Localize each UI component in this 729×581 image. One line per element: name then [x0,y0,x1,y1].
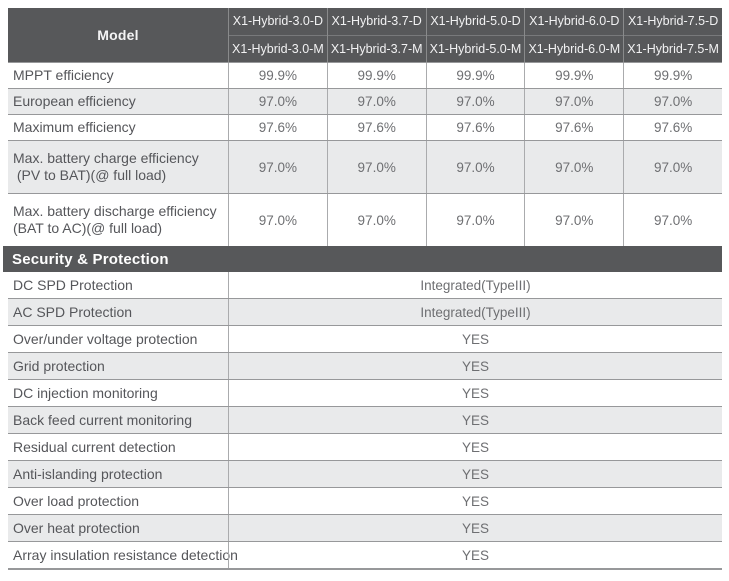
row-label: European efficiency [13,92,136,109]
row-value-cell: 97.6% [426,115,525,140]
model-name-m: X1-Hybrid-3.7-M [328,35,426,63]
row-value-cell: 97.0% [327,141,426,193]
table-row [8,298,722,325]
row-label: Array insulation resistance detection [13,547,238,563]
table-row [8,433,722,460]
row-label: Over/under voltage protection [13,331,198,347]
table-row [8,114,722,140]
row-value-cell: 99.9% [327,63,426,88]
row-value: YES [228,515,722,541]
row-value-cell: 97.0% [623,141,722,193]
table-row [8,62,722,88]
model-name-m: X1-Hybrid-7.5-M [624,35,722,63]
model-column-header [228,8,327,62]
model-name-d: X1-Hybrid-6.0-D [529,14,620,29]
table-row [8,487,722,514]
security-rows [8,272,722,570]
row-value-cell: 97.6% [524,115,623,140]
table-row [8,272,722,298]
row-label: Over load protection [13,493,140,509]
table-header [8,8,722,62]
row-value-cell: 97.0% [524,194,623,246]
row-label-cell [8,89,228,114]
row-label: Grid protection [13,358,105,374]
row-value-cell: 97.6% [327,115,426,140]
model-column-header [327,8,426,62]
row-value-cell: 97.6% [623,115,722,140]
row-value-cell: 97.0% [426,194,525,246]
row-label: Anti-islanding protection [13,466,163,482]
row-value-cell: 97.0% [524,89,623,114]
model-column-header [623,8,722,62]
model-name-m: X1-Hybrid-6.0-M [525,35,623,63]
row-label: (BAT to AC)(@ full load) [13,220,163,236]
table-row [8,514,722,541]
table-row [8,406,722,433]
row-label: Back feed current monitoring [13,412,192,428]
table-row [8,352,722,379]
row-value-cell: 97.0% [228,194,327,246]
row-label: Max. battery discharge efficiency [13,202,217,219]
table-row [8,88,722,114]
efficiency-rows [8,62,722,246]
row-value-cell: 97.0% [327,89,426,114]
row-label-cell [8,115,228,140]
table-row [8,379,722,406]
row-value: YES [228,407,722,433]
row-value: YES [228,488,722,514]
row-label: Residual current detection [13,439,176,455]
section-title: Security & Protection [12,250,169,268]
row-label-cell [8,194,228,246]
row-value-cell: 97.0% [426,141,525,193]
model-column-header [524,8,623,62]
row-value: Integrated(TypeIII) [228,299,722,325]
row-value-cell: 97.0% [228,89,327,114]
table-row [8,193,722,246]
row-value: YES [228,353,722,379]
model-header-label: Model [97,27,139,43]
row-value: YES [228,326,722,352]
model-column-header [426,8,525,62]
row-label: Max. battery charge efficiency [13,149,199,166]
table-row [8,541,722,568]
row-label: Maximum efficiency [13,118,136,135]
row-label-cell [8,63,228,88]
row-label: Over heat protection [13,520,140,536]
row-label-cell [8,141,228,193]
model-name-d: X1-Hybrid-3.7-D [331,14,422,29]
model-columns [228,8,722,62]
row-value-cell: 97.0% [524,141,623,193]
model-header-cell [8,8,228,62]
row-value: YES [228,434,722,460]
row-label: MPPT efficiency [13,66,114,83]
model-name-m: X1-Hybrid-5.0-M [427,35,525,63]
section-header-security [3,246,722,272]
row-value-cell: 97.6% [228,115,327,140]
row-value-cell: 99.9% [524,63,623,88]
model-name-d: X1-Hybrid-5.0-D [430,14,521,29]
row-value: Integrated(TypeIII) [228,272,722,298]
row-value: YES [228,542,722,568]
row-label: AC SPD Protection [13,304,133,320]
row-value-cell: 97.0% [327,194,426,246]
row-value-cell: 99.9% [623,63,722,88]
row-value-cell: 99.9% [426,63,525,88]
row-value-cell: 97.0% [623,194,722,246]
row-value-cell: 97.0% [228,141,327,193]
model-name-d: X1-Hybrid-7.5-D [627,14,719,29]
spec-table [8,8,722,570]
row-value: YES [228,461,722,487]
row-value-cell: 97.0% [426,89,525,114]
row-value: YES [228,380,722,406]
row-label: (PV to BAT)(@ full load) [13,167,167,183]
model-name-d: X1-Hybrid-3.0-D [232,14,324,29]
row-label: DC injection monitoring [13,385,158,401]
model-name-m: X1-Hybrid-3.0-M [229,35,327,63]
table-row [8,140,722,193]
row-label: DC SPD Protection [13,277,133,293]
table-row [8,325,722,352]
row-value-cell: 97.0% [623,89,722,114]
table-row [8,460,722,487]
row-value-cell: 99.9% [228,63,327,88]
